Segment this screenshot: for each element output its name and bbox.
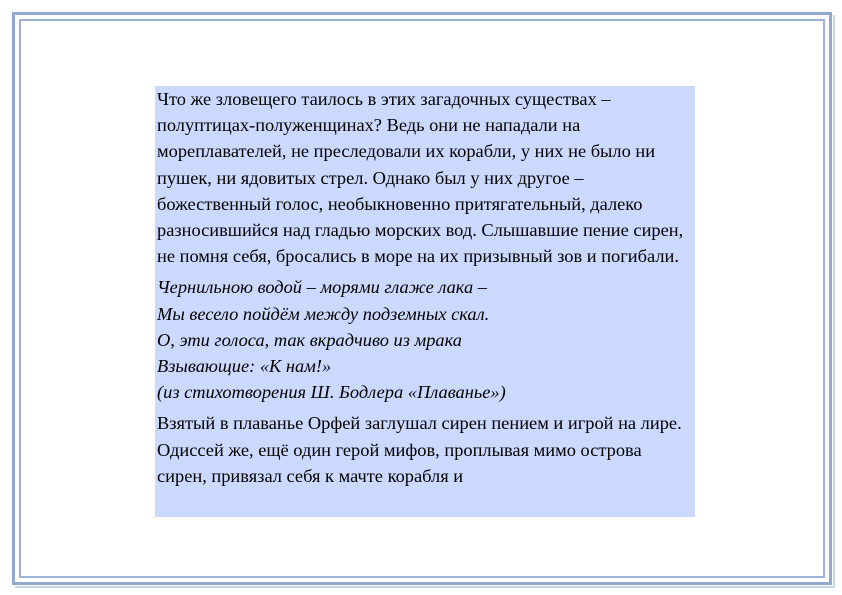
text-block [155, 86, 695, 517]
poem-line: Взывающие: «К нам!» [157, 356, 332, 377]
poem-line: Чернильною водой – морями глаже лака – [157, 277, 487, 298]
poem-quote [155, 274, 695, 405]
paragraph-orpheus-odysseus: Взятый в плаванье Орфей заглушал сирен пением и игрой на лире. Одиссей же, ещё один герой мифов, проплывая мимо острова сирен, привязал себя к мачте корабля и [157, 413, 682, 486]
poem-source: (из стихотворения Ш. Бодлера «Плаванье») [157, 382, 506, 403]
poem-line: Мы весело пойдём между подземных скал. [157, 303, 490, 324]
paragraph-sirens-intro: Что же зловещего таилось в этих загадочных существах – полуптицах-полуженщинах? Ведь они не нападали на мореплавателей, не преследовали их корабли, у них не было ни пушек, ни ядовитых стрел. Однако был у них другое – божественный голос, необыкновенно притягательный, далеко разносившийся над гладью морских вод. Слышавшие пение сирен, не помня себя, бросались в море на их призывный зов и погибали. [157, 89, 684, 267]
poem-line: О, эти голоса, так вкрадчиво из мрака [157, 329, 462, 350]
